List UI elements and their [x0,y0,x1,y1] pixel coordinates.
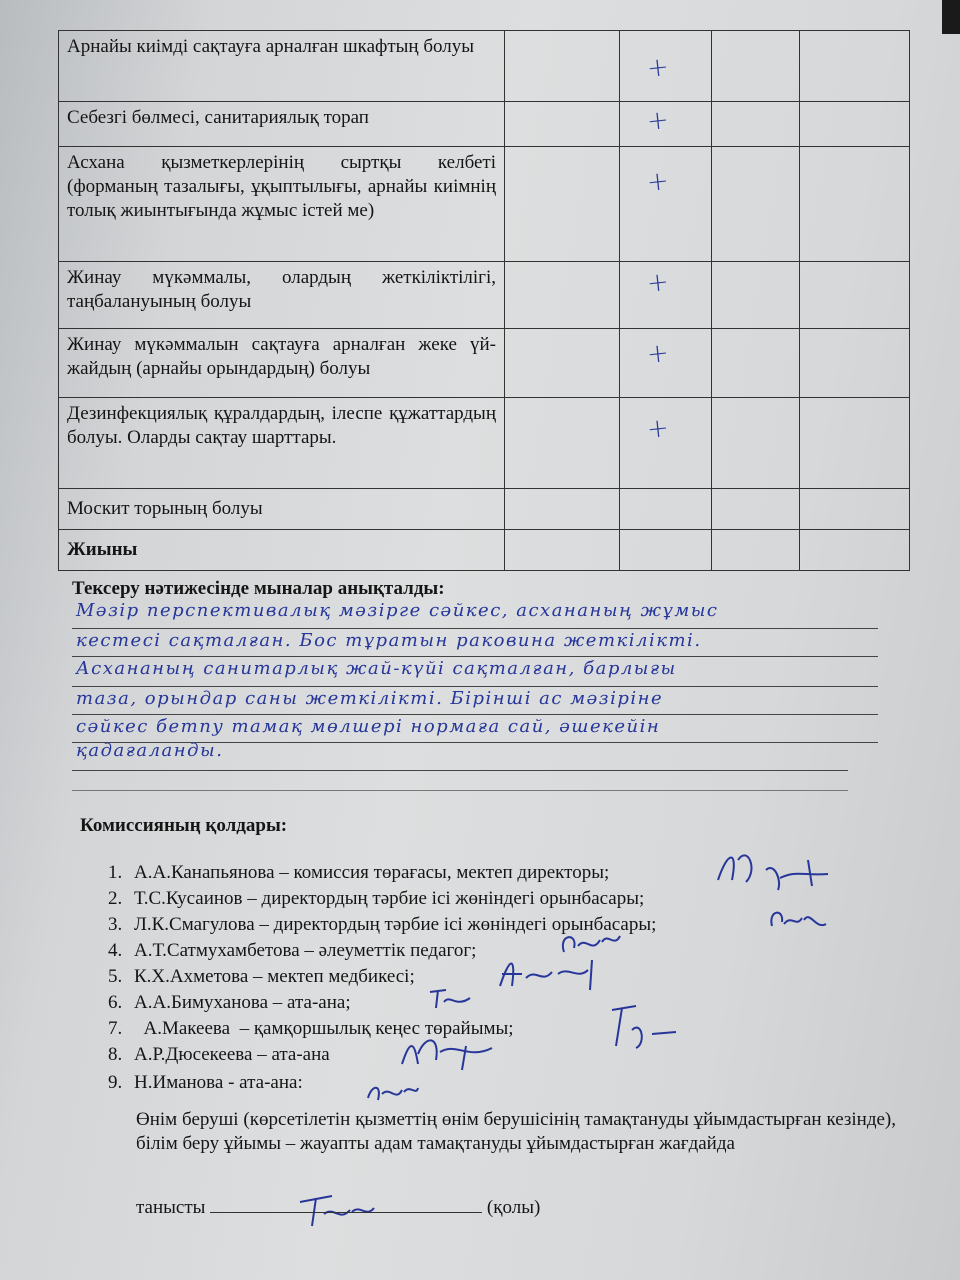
table-row [58,30,910,102]
check-mark: + [645,337,671,371]
table-row [58,530,910,571]
row-label: Асхана қызметкерлерінің сыртқы келбеті (форманың тазалығы, ұқыптылығы, арнайы киімнің толық жиынтығында жұмыс істей ме) [59,147,505,261]
commission-member: 1. А.А.Канапьянова – комиссия төрағасы, мектеп директоры; [108,862,610,883]
row-label: Жинау мүкәммалы, олардың жеткіліктілігі, таңбалануының болуы [59,262,505,328]
signatures-title: Комиссияның қолдары: [80,815,288,836]
table-row [58,102,910,147]
commission-member: 3. Л.К.Смагулова – директордың тәрбие ісі жөніндегі орынбасары; [108,914,657,935]
handwritten-line: сәйкес бетпу тамақ мөлшері нормаға сай, әшекейін [76,716,661,737]
table-row [58,147,910,262]
commission-member: 6. А.А.Бимуханова – ата-ана; [108,992,351,1013]
table-row [58,329,910,398]
table-row [58,262,910,329]
acknowledgement-line [136,1196,540,1219]
signature-9 [362,1076,422,1110]
commission-member: 7. А.Макеева – қамқоршылық кеңес төрайымы; [108,1018,514,1039]
handwritten-line: кестесі сақталған. Бос тұратын раковина жеткілікті. [76,630,702,651]
handwritten-line: Мәзір перспективалық мәзірге сәйкес, асхананың жұмыс [76,600,719,621]
handwritten-line: таза, орындар саны жеткілікті. Бірінші ас мәзіріне [76,688,664,709]
row-label: Себезгі бөлмесі, санитариялық торап [59,102,505,146]
total-label: Жиыны [59,530,505,570]
commission-member: 2. Т.С.Кусаинов – директордың тәрбие ісі жөніндегі орынбасары; [108,888,645,909]
row-label: Арнайы киімді сақтауға арналған шкафтың болуы [59,31,505,101]
row-label: Дезинфекциялық құралдардың, ілеспе құжаттардың болуы. Оларды сақтау шарттары. [59,398,505,488]
table-row [58,398,910,489]
row-label: Москит торының болуы [59,489,505,529]
check-mark: + [645,104,671,138]
commission-member: 9. Н.Иманова - ата-ана: [108,1072,303,1093]
check-mark: + [645,412,671,446]
table-row [58,489,910,530]
checklist-table [58,30,910,571]
check-mark: + [645,165,671,199]
signature-7 [596,1000,686,1056]
handwritten-line: Асхананың санитарлық жай-күйі сақталған, барлығы [76,658,677,679]
signature-6 [426,984,476,1014]
corner-shadow [942,0,960,34]
signature-underline [210,1196,482,1213]
handwritten-line: қадағаланды. [76,740,224,761]
check-mark: + [645,51,671,85]
row-label: Жинау мүкәммалын сақтауға арналған жеке үй-жайдың (арнайы орындардың) болуы [59,329,505,397]
signed-label: (қолы) [486,1197,541,1218]
findings-title: Тексеру нәтижесінде мыналар анықталды: [72,578,445,599]
ack-label: танысты [136,1197,206,1218]
signature-1 [708,840,838,900]
signature-5 [492,950,612,996]
commission-member: 5. К.Х.Ахметова – мектеп медбикесі; [108,966,415,987]
signature-8 [396,1030,506,1074]
signature-3 [766,900,836,940]
provider-note: Өнім беруші (көрсетілетін қызметтің өнім берушісінің тамақтануды ұйымдастырған кезінде), білім беру ұйымы – жауапты адам тамақтануды ұйымдастырған жағдайда [136,1109,896,1154]
check-mark: + [645,266,671,300]
commission-member: 8. А.Р.Дюсекеева – ата-ана [108,1044,330,1065]
commission-member: 4. А.Т.Сатмухамбетова – әлеуметтік педагог; [108,940,477,961]
